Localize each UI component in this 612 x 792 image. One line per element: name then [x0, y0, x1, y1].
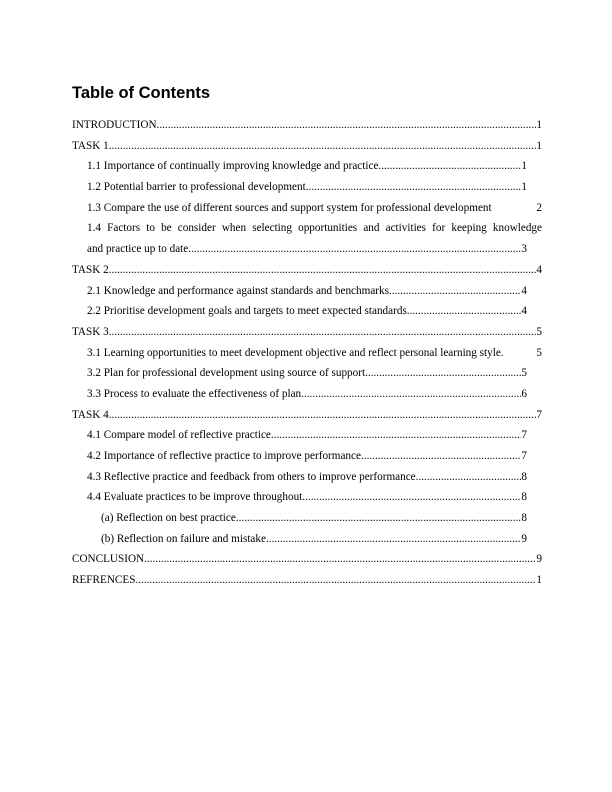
toc-leader-dots — [389, 281, 521, 302]
toc-entry-label: (a) Reflection on best practice — [101, 512, 236, 525]
toc-page-number: 3 — [521, 243, 527, 256]
toc-entry-4-4[interactable] — [72, 487, 527, 508]
toc-entry-label: 4.1 Compare model of reflective practice — [87, 429, 271, 442]
toc-leader-dots — [407, 301, 522, 322]
toc-entry-references[interactable] — [72, 570, 542, 591]
toc-page-number: 4 — [521, 284, 527, 297]
toc-leader-dots — [306, 177, 522, 198]
toc-entry-label: 4.2 Importance of reflective practice to improve performance — [87, 450, 361, 462]
toc-entry-label: 4.3 Reflective practice and feedback from others to improve performance — [87, 470, 416, 483]
toc-leader-dots — [266, 529, 521, 550]
toc-leader-dots — [302, 487, 521, 508]
toc-page-number: 7 — [521, 450, 527, 462]
toc-page-number: 9 — [536, 553, 542, 566]
toc-entry-label: INTRODUCTION — [72, 119, 157, 131]
toc-entry-label: CONCLUSION — [72, 553, 145, 566]
toc-entry-1-1[interactable] — [72, 156, 527, 177]
toc-entry-task-3[interactable] — [72, 322, 542, 343]
toc-entry-label: 3.3 Process to evaluate the effectiveness of plan — [87, 387, 302, 400]
toc-entry-label: TASK 4 — [72, 408, 109, 421]
toc-entry-label: 2.1 Knowledge and performance against standards and benchmarks — [87, 284, 389, 297]
toc-entry-conclusion[interactable] — [72, 549, 542, 570]
toc-entry-label: 2.2 Prioritise development goals and targets to meet expected standards — [87, 305, 407, 318]
toc-entry-label: 1.1 Importance of continually improving knowledge and practice — [87, 160, 379, 173]
toc-entry-1-4-continued[interactable] — [72, 239, 527, 260]
table-of-contents — [72, 115, 542, 591]
toc-entry-4-2[interactable] — [72, 446, 527, 467]
toc-page-number: 2 — [536, 201, 542, 214]
toc-entry-4-4-b[interactable] — [72, 529, 527, 550]
toc-page-number: 7 — [521, 429, 527, 442]
toc-entry-label: 3.1 Learning opportunities to meet development objective and reflect personal learning style. — [87, 346, 504, 359]
toc-entry-label: 3.2 Plan for professional development using source of support — [87, 367, 366, 380]
toc-leader-dots — [109, 322, 537, 343]
toc-page-number: 4 — [521, 305, 527, 318]
toc-entry-label: 4.4 Evaluate practices to be improve throughout — [87, 491, 303, 504]
toc-page-number: 7 — [536, 408, 542, 421]
toc-entry-3-2[interactable] — [72, 363, 527, 384]
toc-entry-4-4-a[interactable] — [72, 508, 527, 529]
toc-title: Table of Contents — [72, 84, 211, 102]
toc-entry-1-4[interactable] — [72, 218, 542, 239]
toc-leader-dots — [301, 384, 521, 405]
toc-page-number: 8 — [521, 470, 527, 483]
toc-leader-dots — [236, 508, 522, 529]
toc-entry-label: TASK 1 — [72, 139, 109, 152]
toc-leader-dots — [378, 156, 521, 177]
toc-entry-2-1[interactable] — [72, 281, 527, 302]
toc-page-number: 8 — [521, 512, 527, 525]
toc-entry-label: TASK 3 — [72, 325, 109, 338]
toc-leader-dots — [361, 446, 521, 467]
toc-entry-label: 1.2 Potential barrier to professional development — [87, 181, 306, 194]
toc-leader-dots — [271, 425, 522, 446]
toc-entry-4-3[interactable] — [72, 467, 527, 488]
toc-leader-dots — [188, 239, 521, 260]
toc-entry-3-1[interactable] — [72, 343, 542, 364]
toc-entry-3-3[interactable] — [72, 384, 527, 405]
toc-leader-dots — [109, 405, 537, 426]
toc-page-number: 1 — [521, 181, 527, 194]
toc-page-number: 5 — [536, 325, 542, 338]
toc-leader-dots — [109, 260, 537, 281]
toc-entry-2-2[interactable] — [72, 301, 527, 322]
toc-leader-dots — [365, 363, 521, 384]
toc-page-number: 4 — [536, 263, 542, 276]
toc-leader-dots — [157, 115, 537, 136]
toc-entry-label: (b) Reflection on failure and mistake — [101, 532, 266, 545]
toc-page-number: 1 — [521, 160, 527, 173]
toc-page-number: 5 — [521, 367, 527, 380]
toc-leader-dots — [416, 467, 522, 488]
toc-entry-label-continued: and practice up to date — [87, 243, 189, 256]
toc-page-number: 6 — [521, 387, 527, 400]
toc-entry-1-2[interactable] — [72, 177, 527, 198]
toc-entry-label: REFRENCES — [72, 574, 136, 587]
toc-leader-dots — [109, 136, 537, 157]
toc-entry-4-1[interactable] — [72, 425, 527, 446]
toc-page-number: 1 — [536, 119, 542, 131]
toc-page-number: 1 — [536, 574, 542, 587]
toc-entry-task-2[interactable] — [72, 260, 542, 281]
toc-page-number: 8 — [521, 491, 527, 504]
toc-page-number: 1 — [536, 139, 542, 152]
toc-entry-task-1[interactable] — [72, 136, 542, 157]
toc-entry-task-4[interactable] — [72, 405, 542, 426]
toc-entry-label: 1.4 Factors to be consider when selecting opportunities and activities for keeping knowledge — [87, 222, 542, 235]
toc-entry-label: TASK 2 — [72, 263, 109, 276]
toc-leader-dots — [144, 549, 536, 570]
toc-page-number: 5 — [536, 346, 542, 359]
toc-leader-dots — [135, 570, 536, 591]
toc-page-number: 9 — [521, 532, 527, 545]
toc-entry-label: 1.3 Compare the use of different sources and support system for professional development — [87, 201, 492, 214]
toc-entry-introduction[interactable] — [72, 115, 542, 136]
toc-entry-1-3[interactable] — [72, 198, 542, 219]
